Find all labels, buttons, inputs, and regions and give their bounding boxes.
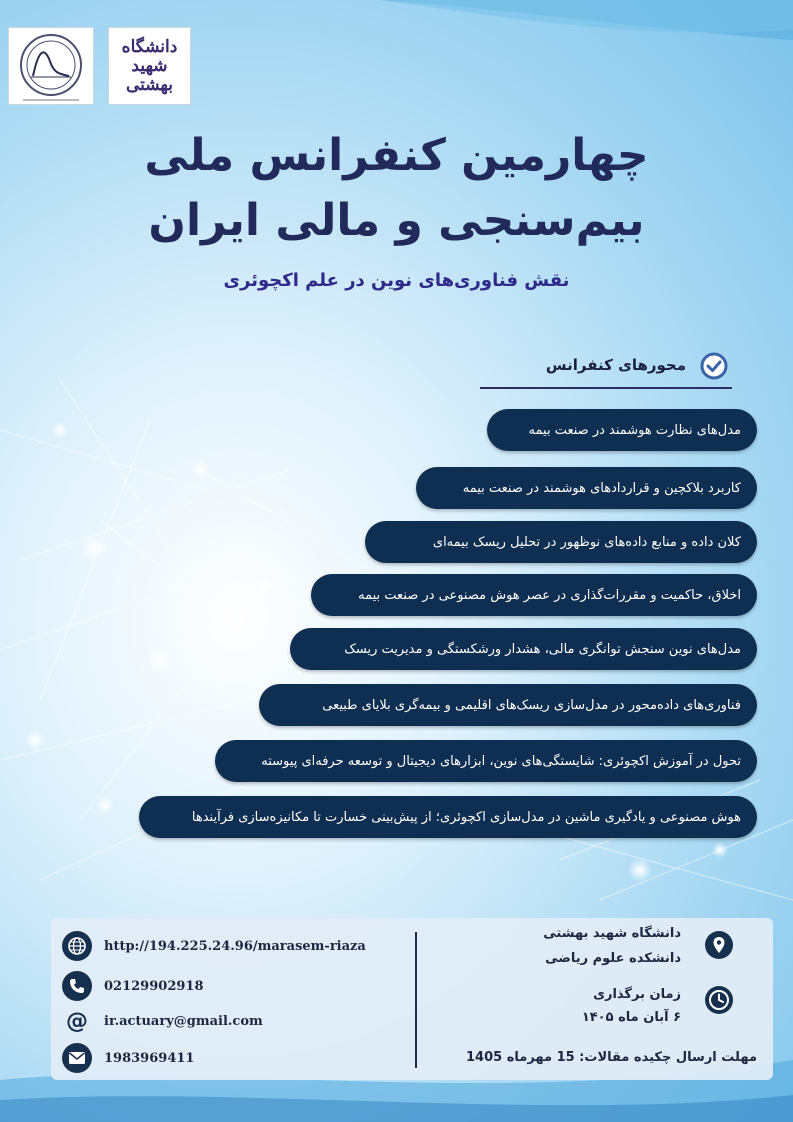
venue-university: دانشگاه شهید بهشتی	[543, 926, 681, 941]
topic-item: کاربرد بلاکچین و قراردادهای هوشمند در صنعت بیمه	[416, 467, 757, 509]
postal-row	[62, 1042, 194, 1074]
topic-item: کلان داده و منابع داده‌های نوظهور در تحلیل ریسک بیمه‌ای	[365, 521, 757, 563]
check-circle-icon	[700, 352, 728, 380]
sbu-university-logo	[108, 27, 191, 105]
section-heading-label: محورهای کنفرانس	[545, 356, 686, 374]
page-title-line-1: چهارمین کنفرانس ملی	[144, 130, 649, 181]
topic-item: تحول در آموزش اکچوئری: شایستگی‌های نوین، ابزارهای دیجیتال و توسعه حرفه‌ای پیوسته	[215, 740, 757, 782]
topic-item: هوش مصنوعی و یادگیری ماشین در مدل‌سازی اکچوئری؛ از پیش‌بینی خسارت تا مکانیزه‌سازی فرآیندها	[139, 796, 757, 838]
topic-item: مدل‌های نظارت هوشمند در صنعت بیمه	[487, 409, 757, 451]
info-divider	[415, 932, 417, 1068]
actuarial-society-logo	[8, 27, 94, 105]
event-time-label: زمان برگذاری	[593, 987, 681, 1002]
venue-faculty: دانشکده علوم ریاضی	[545, 951, 681, 966]
page-subtitle: نقش فناوری‌های نوین در علم اکچوئری	[223, 270, 570, 291]
at-sign-icon: @	[66, 1008, 88, 1034]
event-date: ۶ آبان ماه ۱۴۰۵	[581, 1010, 681, 1025]
phone-icon	[62, 971, 92, 1001]
postal-code: 1983969411	[104, 1050, 195, 1066]
email-address[interactable]: ir.actuary@gmail.com	[104, 1013, 263, 1029]
actuarial-seal-icon	[9, 28, 93, 104]
topic-item: مدل‌های نوین سنجش توانگری مالی، هشدار ورشکستگی و مدیریت ریسک	[290, 628, 757, 670]
envelope-icon	[62, 1043, 92, 1073]
university-logo-lettering: دانشگاه شهید بهشتی	[121, 36, 178, 95]
email-row	[62, 1005, 263, 1037]
website-row	[62, 930, 366, 962]
submission-deadline: مهلت ارسال چکیده مقالات: 15 مهرماه 1405	[466, 1050, 757, 1065]
phone-number[interactable]: 02129902918	[104, 978, 204, 994]
section-heading	[480, 350, 732, 389]
topic-item: فناوری‌های داده‌محور در مدل‌سازی ریسک‌های اقلیمی و بیمه‌گری بلایای طبیعی	[259, 684, 757, 726]
clock-icon	[704, 985, 734, 1015]
page-title-line-2: بیم‌سنجی و مالی ایران	[148, 195, 645, 246]
topic-item: اخلاق، حاکمیت و مقررات‌گذاری در عصر هوش مصنوعی در صنعت بیمه	[311, 574, 757, 616]
location-icon	[704, 930, 734, 960]
globe-icon	[62, 931, 92, 961]
phone-row	[62, 970, 204, 1002]
website-link[interactable]: http://194.225.24.96/marasem-riaza	[104, 938, 366, 954]
